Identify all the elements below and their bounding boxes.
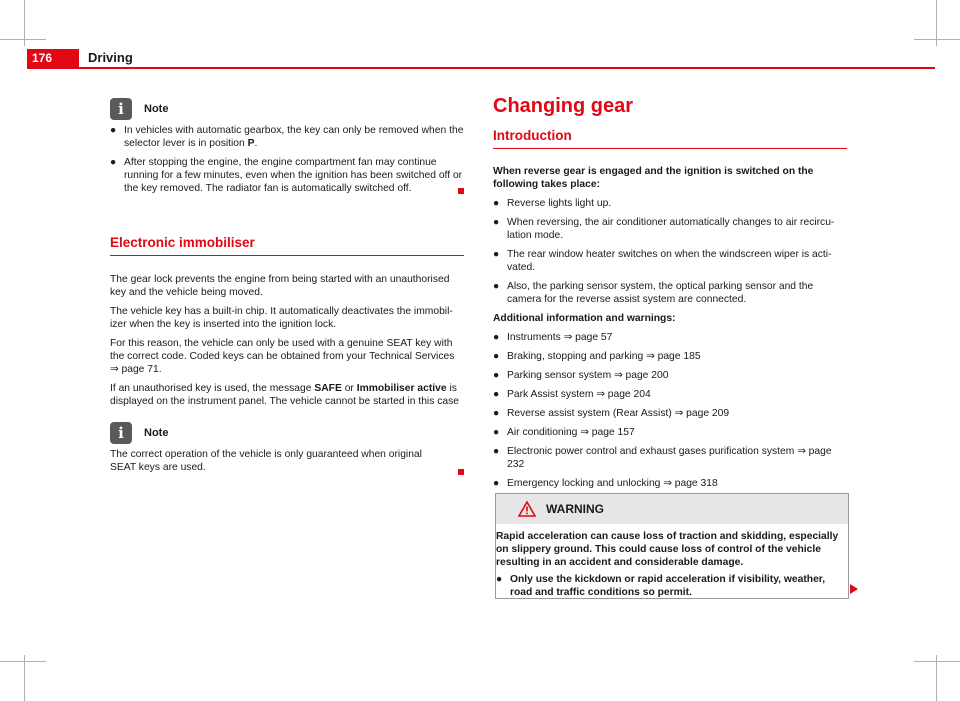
list-item-text: Also, the parking sensor system, the optical parking sensor and the camera for the reverse assist system are connected. <box>507 281 814 305</box>
list-item-text: Reverse assist system (Rear Assist) ⇒ page 209 <box>507 408 730 419</box>
list-item <box>493 388 847 401</box>
bullet-icon: ● <box>493 446 500 457</box>
list-item <box>496 573 842 599</box>
note-text: In vehicles with automatic gearbox, the key can only be removed when the selector lever is in position P. <box>124 125 464 149</box>
paragraph: The vehicle key has a built-in chip. It automatically deactivates the immobil-izer when the key is inserted into the ignition lock. <box>110 306 453 330</box>
page-link[interactable]: ⇒ page 209 <box>674 408 730 419</box>
list-item-text: Reverse lights light up. <box>507 198 612 209</box>
list-item <box>493 331 847 344</box>
running-header-title: Driving <box>88 50 133 65</box>
list-item <box>493 350 847 363</box>
warning-icon <box>518 501 536 517</box>
list-item-text: Park Assist system ⇒ page 204 <box>507 389 651 400</box>
list-item <box>493 407 847 420</box>
bullet-icon: ● <box>493 332 500 343</box>
page-link[interactable]: ⇒ page 57 <box>563 332 613 343</box>
bullet-icon: ● <box>110 125 117 136</box>
warning-header <box>496 494 848 524</box>
list-item <box>110 124 464 150</box>
section-title: Introduction <box>493 128 572 143</box>
page-number: 176 <box>32 51 53 65</box>
page-link[interactable]: ⇒ page 232 <box>507 446 832 470</box>
links-list <box>493 331 847 490</box>
bullet-icon: ● <box>493 249 500 260</box>
section-rule <box>110 255 464 256</box>
note-text: After stopping the engine, the engine compartment fan may continue running for a few minutes, even when the ignition has been switched off or the key removed. The radiator fan is automatically switched off. <box>124 157 463 194</box>
crop-mark <box>914 39 960 40</box>
list-item <box>110 156 464 195</box>
section-title: Electronic immobiliser <box>110 235 255 250</box>
info-icon: i <box>110 422 132 444</box>
paragraph: For this reason, the vehicle can only be used with a genuine SEAT key with the correct code. Coded keys can be obtained from your Technical Services ⇒ page 71. <box>110 338 455 375</box>
info-icon: i <box>110 98 132 120</box>
crop-mark <box>0 661 46 662</box>
warning-body <box>496 524 848 599</box>
bullet-icon: ● <box>496 574 503 585</box>
additional-label: Additional information and warnings: <box>493 313 676 324</box>
bullet-icon: ● <box>493 351 500 362</box>
list-item <box>493 216 847 242</box>
list-item <box>493 369 847 382</box>
note-label: Note <box>144 102 169 115</box>
list-item <box>493 280 847 306</box>
list-item-text: When reversing, the air conditioner automatically changes to air recircu-lation mode. <box>507 217 835 241</box>
list-item <box>493 477 847 490</box>
note-label: Note <box>144 426 169 439</box>
bullet-icon: ● <box>493 281 500 292</box>
list-item <box>493 197 847 210</box>
right-column <box>493 95 847 496</box>
note-header <box>110 98 464 120</box>
page-link[interactable]: ⇒ page 200 <box>614 370 669 381</box>
list-item-text: Parking sensor system ⇒ page 200 <box>507 370 669 381</box>
left-column <box>110 98 464 479</box>
page-link[interactable]: ⇒ page 204 <box>596 389 651 400</box>
crop-mark <box>0 39 46 40</box>
crop-mark <box>914 661 960 662</box>
warning-box <box>495 493 849 599</box>
bullet-icon: ● <box>493 427 500 438</box>
warning-text: Only use the kickdown or rapid acceleration if visibility, weather, road and traffic conditions so permit. <box>510 574 826 598</box>
end-marker-icon <box>458 469 464 475</box>
note-header <box>110 422 464 444</box>
bullet-icon: ● <box>493 198 500 209</box>
page-link[interactable]: ⇒ page 157 <box>580 427 635 438</box>
list-item-text: Air conditioning ⇒ page 157 <box>507 427 635 438</box>
list-item-text: Electronic power control and exhaust gases purification system ⇒ page 232 <box>507 446 832 470</box>
warning-text: Rapid acceleration can cause loss of traction and skidding, especially on slippery ground. This could cause loss of control of the vehicle resulting in an accident and considerable damage. <box>496 531 839 568</box>
crop-mark <box>24 655 25 701</box>
crop-mark <box>936 0 937 46</box>
paragraph: If an unauthorised key is used, the message SAFE or Immobiliser active is displayed on the instrument panel. The vehicle cannot be started in this case <box>110 383 459 407</box>
bullet-icon: ● <box>493 389 500 400</box>
list-item-text: Braking, stopping and parking ⇒ page 185 <box>507 351 701 362</box>
crop-mark <box>24 0 25 46</box>
list-item-text: Instruments ⇒ page 57 <box>507 332 613 343</box>
header-rule <box>79 67 935 69</box>
bullet-icon: ● <box>493 478 500 489</box>
note-text: The correct operation of the vehicle is only guaranteed when original SEAT keys are used. <box>110 449 422 473</box>
page-link[interactable]: ⇒ page 185 <box>646 351 701 362</box>
list-item-text: The rear window heater switches on when the windscreen wiper is acti-vated. <box>507 249 832 273</box>
bullet-icon: ● <box>110 157 117 168</box>
continue-arrow-icon <box>850 584 858 594</box>
bullet-icon: ● <box>493 408 500 419</box>
bullet-icon: ● <box>493 370 500 381</box>
list-item-text: Emergency locking and unlocking ⇒ page 318 <box>507 478 718 489</box>
end-marker-icon <box>458 188 464 194</box>
section-rule <box>493 148 847 149</box>
paragraph: The gear lock prevents the engine from being started with an unauthorised key and the vehicle being moved. <box>110 274 450 298</box>
list-item <box>493 248 847 274</box>
warning-label: WARNING <box>546 502 604 516</box>
list-item <box>493 426 847 439</box>
intro-text: When reverse gear is engaged and the ignition is switched on the following takes place: <box>493 166 814 190</box>
crop-mark <box>936 655 937 701</box>
list-item <box>493 445 847 471</box>
page-link[interactable]: ⇒ page 318 <box>663 478 718 489</box>
chapter-title: Changing gear <box>493 95 634 117</box>
bullet-icon: ● <box>493 217 500 228</box>
effects-list <box>493 197 847 306</box>
page-link[interactable]: ⇒ page 71 <box>110 364 159 375</box>
